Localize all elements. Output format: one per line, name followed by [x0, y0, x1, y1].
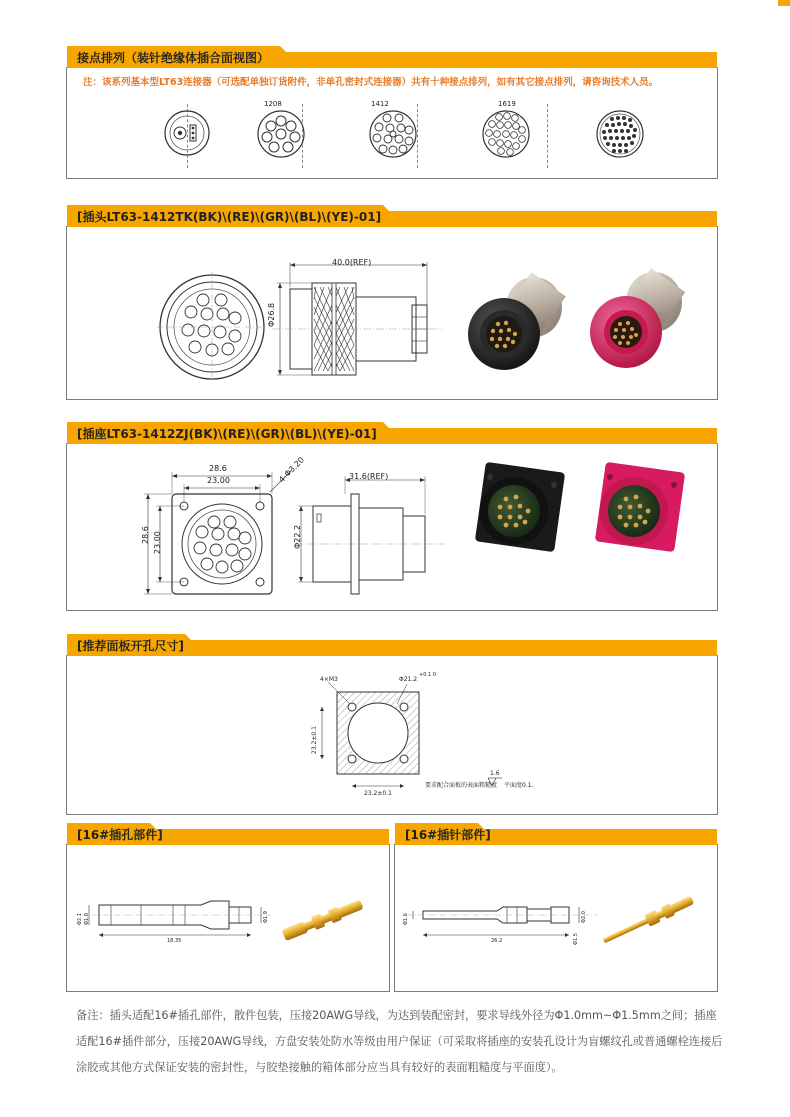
panel-note-left: 要求配合面板的表面粗糙度	[425, 782, 498, 789]
section-title: [16#插针部件]	[405, 828, 491, 842]
plug-front-view	[157, 272, 267, 382]
layout-caption: 1619	[498, 100, 516, 108]
section-title: [推荐面板开孔尺寸]	[77, 639, 184, 653]
dim-d2: Φ2.0	[581, 911, 587, 923]
corner-accent	[778, 0, 790, 6]
dim-outer: 28.6	[209, 464, 227, 473]
socket-photo-black	[462, 459, 572, 579]
section-title: [插头LT63-1412TK(BK)\(RE)\(GR)\(BL)\(YE)-01]	[77, 210, 382, 224]
footnote-text: 备注：插头适配16#插孔部件，散件包装，压接20AWG导线，为达到装配密封，要求导线外径为Φ1.0mm~Φ1.5mm之间；插座适配16#插件部分，压接20AWG导线，方盘安装处防水等级由用户保证（可采取将插座的安装孔设计为盲螺纹孔或普通螺栓连接后涂胶或其他方式保证安装的密封性，与胶垫接触的箱体部分应当具有较好的表面粗糙度与平面度）。	[76, 1009, 723, 1074]
plug-photo-red	[582, 262, 692, 377]
dim-tolerance: +0.1 0	[419, 672, 436, 678]
layout-caption: 1412	[371, 100, 389, 108]
dim-diameter: Φ22.2	[293, 524, 302, 549]
dim-length: 40.0(REF)	[332, 258, 372, 267]
insert-diagram-1	[162, 108, 212, 158]
dim-length: 31.6(REF)	[349, 472, 389, 481]
insert-diagram-dense	[594, 108, 646, 160]
section-header	[67, 823, 389, 845]
dim-length: 18.35	[167, 938, 182, 944]
panel-note-right: 平面度0.1。	[504, 782, 538, 789]
dim-holes: 4×M3	[320, 676, 338, 683]
contact-layout-section	[66, 51, 718, 179]
socket-section	[66, 427, 718, 611]
section-title: [16#插孔部件]	[77, 828, 163, 842]
plug-side-view	[272, 257, 442, 387]
roughness-value: 1.6	[490, 770, 500, 777]
dim-hole: 4-Φ3.20	[277, 455, 307, 485]
section-header	[67, 422, 717, 444]
dim-d2: Φ1.0	[84, 913, 90, 925]
panel-cutout-section	[66, 639, 718, 815]
pin-contact-drawing	[407, 885, 597, 945]
socket-side-view	[295, 464, 445, 604]
dim-diameter: Φ21.2	[399, 676, 418, 683]
dim-inner: 23.00	[207, 476, 230, 485]
section-header	[395, 823, 717, 845]
layout-note: 注：该系列基本型LT63连接器（可选配单独订货附件，非单孔密封式连接器）共有十种接点排列，如有其它接点排列，请咨询技术人员。	[83, 77, 659, 88]
section-title: [插座LT63-1412ZJ(BK)\(RE)\(GR)\(BL)\(YE)-01]	[77, 427, 377, 441]
dim-side: 23.2±0.1	[311, 726, 318, 754]
insert-diagram-1619	[480, 108, 532, 160]
dim-d3: Φ1.5	[573, 933, 579, 945]
socket-contact-photo	[275, 885, 375, 955]
dim-side-outer: 28.6	[141, 526, 150, 544]
layout-caption: 1208	[264, 100, 282, 108]
socket-contact-section	[66, 828, 390, 992]
plug-photo-black	[462, 262, 572, 377]
section-header	[67, 634, 717, 656]
section-header	[67, 46, 717, 68]
socket-contact-drawing	[81, 885, 271, 945]
insert-diagram-1208	[255, 108, 307, 160]
plug-section	[66, 210, 718, 400]
dim-d3: Φ1.9	[263, 911, 269, 923]
insert-diagram-1412	[367, 108, 419, 160]
section-title: 接点排列（装针绝缘体插合面视图）	[77, 51, 270, 65]
socket-photo-red	[582, 459, 692, 579]
dim-d1: Φ2.1	[77, 913, 83, 925]
pin-contact-photo	[595, 885, 705, 955]
dim-side-inner: 23.00	[153, 531, 162, 554]
dim-d1: Φ1.6	[403, 913, 409, 925]
dim-bottom: 23.2±0.1	[364, 790, 392, 797]
dim-diameter: Φ26.8	[267, 302, 276, 327]
dim-length: 26.2	[491, 938, 503, 944]
section-header	[67, 205, 717, 227]
pin-contact-section	[394, 828, 718, 992]
